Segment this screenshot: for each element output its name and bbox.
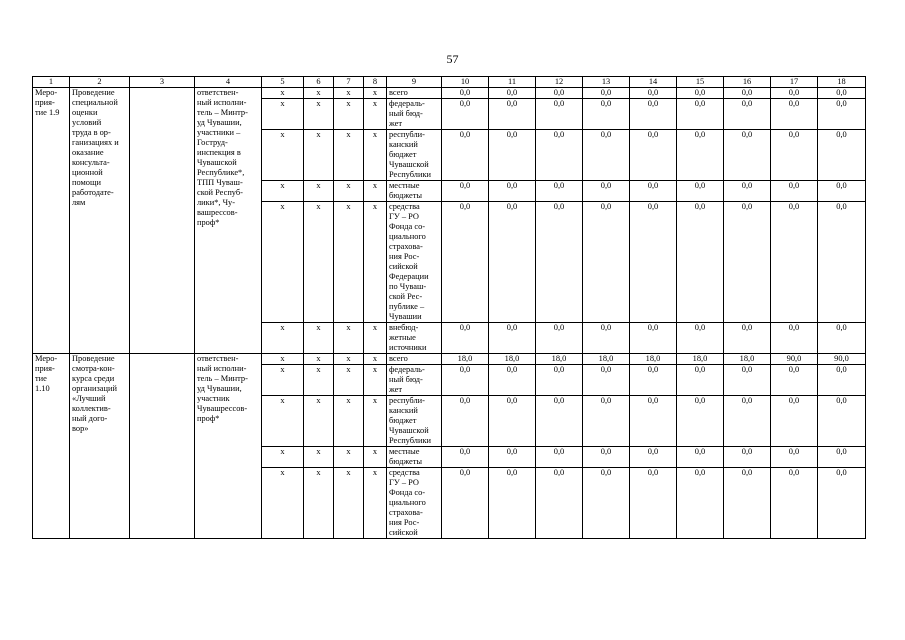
header-cell: 15 — [677, 77, 724, 88]
funding-table — [32, 76, 866, 539]
value-cell: 0,0 — [771, 130, 818, 181]
value-cell: 18,0 — [583, 354, 630, 365]
value-cell: 0,0 — [818, 468, 866, 539]
code-cell: x — [262, 181, 304, 202]
funding-source: всего — [387, 88, 442, 99]
value-cell: 0,0 — [724, 202, 771, 323]
value-cell: 0,0 — [771, 323, 818, 354]
value-cell: 0,0 — [536, 365, 583, 396]
funding-source: средства ГУ – РО Фонда со- циального страхова- ния Рос- сийской — [387, 468, 442, 539]
value-cell: 0,0 — [442, 88, 489, 99]
value-cell: 0,0 — [442, 202, 489, 323]
header-cell: 3 — [130, 77, 195, 88]
value-cell: 0,0 — [724, 99, 771, 130]
code-cell: x — [364, 468, 387, 539]
header-cell: 6 — [304, 77, 334, 88]
code-cell: x — [334, 447, 364, 468]
measure-responsible: ответствен- ный исполни- тель – Минтр- уд Чувашии, участник Чувашрессов- проф* — [195, 354, 262, 539]
table-row — [33, 354, 866, 365]
code-cell: x — [334, 99, 364, 130]
value-cell: 0,0 — [536, 99, 583, 130]
value-cell: 18,0 — [630, 354, 677, 365]
code-cell: x — [364, 88, 387, 99]
value-cell: 0,0 — [442, 99, 489, 130]
value-cell: 0,0 — [630, 447, 677, 468]
funding-source: местные бюджеты — [387, 447, 442, 468]
value-cell: 0,0 — [724, 130, 771, 181]
value-cell: 0,0 — [442, 468, 489, 539]
value-cell: 0,0 — [677, 323, 724, 354]
value-cell: 0,0 — [583, 130, 630, 181]
value-cell: 0,0 — [818, 181, 866, 202]
code-cell: x — [304, 88, 334, 99]
value-cell: 18,0 — [677, 354, 724, 365]
code-cell: x — [334, 354, 364, 365]
value-cell: 0,0 — [771, 468, 818, 539]
value-cell: 0,0 — [677, 99, 724, 130]
value-cell: 0,0 — [677, 365, 724, 396]
value-cell: 0,0 — [536, 88, 583, 99]
header-cell: 18 — [818, 77, 866, 88]
value-cell: 0,0 — [818, 447, 866, 468]
value-cell: 0,0 — [630, 468, 677, 539]
value-cell: 0,0 — [536, 323, 583, 354]
measure-name: Проведение специальной оценки условий труда в ор- ганизациях и оказание консульта- ционной помощи работодате- лям — [70, 88, 130, 354]
measure-id: Меро- прия- тие 1.10 — [33, 354, 70, 539]
code-cell: x — [364, 202, 387, 323]
value-cell: 0,0 — [771, 99, 818, 130]
table-row — [33, 88, 866, 99]
value-cell: 0,0 — [536, 130, 583, 181]
code-cell: x — [304, 396, 334, 447]
value-cell: 0,0 — [724, 468, 771, 539]
code-cell: x — [262, 396, 304, 447]
measure-col3 — [130, 354, 195, 539]
code-cell: x — [334, 468, 364, 539]
header-cell: 14 — [630, 77, 677, 88]
value-cell: 0,0 — [583, 323, 630, 354]
value-cell: 0,0 — [630, 130, 677, 181]
code-cell: x — [262, 88, 304, 99]
value-cell: 0,0 — [724, 365, 771, 396]
value-cell: 0,0 — [489, 99, 536, 130]
code-cell: x — [334, 181, 364, 202]
header-cell: 16 — [724, 77, 771, 88]
value-cell: 0,0 — [583, 365, 630, 396]
value-cell: 0,0 — [583, 181, 630, 202]
code-cell: x — [304, 130, 334, 181]
code-cell: x — [364, 181, 387, 202]
header-cell: 13 — [583, 77, 630, 88]
value-cell: 0,0 — [489, 323, 536, 354]
value-cell: 0,0 — [630, 99, 677, 130]
value-cell: 0,0 — [489, 396, 536, 447]
value-cell: 0,0 — [724, 323, 771, 354]
value-cell: 0,0 — [583, 396, 630, 447]
code-cell: x — [304, 365, 334, 396]
measure-col3 — [130, 88, 195, 354]
value-cell: 0,0 — [536, 396, 583, 447]
value-cell: 90,0 — [818, 354, 866, 365]
header-cell: 11 — [489, 77, 536, 88]
value-cell: 0,0 — [677, 468, 724, 539]
value-cell: 0,0 — [583, 447, 630, 468]
funding-source: местные бюджеты — [387, 181, 442, 202]
code-cell: x — [334, 88, 364, 99]
funding-source: всего — [387, 354, 442, 365]
value-cell: 0,0 — [771, 181, 818, 202]
code-cell: x — [304, 354, 334, 365]
value-cell: 0,0 — [818, 99, 866, 130]
value-cell: 0,0 — [536, 447, 583, 468]
value-cell: 0,0 — [442, 365, 489, 396]
code-cell: x — [262, 99, 304, 130]
funding-source: федераль- ный бюд- жет — [387, 365, 442, 396]
code-cell: x — [364, 323, 387, 354]
value-cell: 0,0 — [677, 202, 724, 323]
value-cell: 0,0 — [771, 88, 818, 99]
value-cell: 18,0 — [724, 354, 771, 365]
page-number: 57 — [446, 52, 459, 66]
value-cell: 0,0 — [489, 88, 536, 99]
value-cell: 0,0 — [677, 447, 724, 468]
value-cell: 0,0 — [818, 88, 866, 99]
value-cell: 0,0 — [724, 181, 771, 202]
value-cell: 0,0 — [489, 202, 536, 323]
code-cell: x — [304, 99, 334, 130]
value-cell: 0,0 — [630, 396, 677, 447]
code-cell: x — [334, 202, 364, 323]
value-cell: 0,0 — [583, 202, 630, 323]
header-cell: 12 — [536, 77, 583, 88]
header-cell: 8 — [364, 77, 387, 88]
code-cell: x — [364, 354, 387, 365]
code-cell: x — [334, 130, 364, 181]
value-cell: 0,0 — [771, 202, 818, 323]
value-cell: 0,0 — [818, 396, 866, 447]
header-cell: 1 — [33, 77, 70, 88]
code-cell: x — [262, 447, 304, 468]
measure-responsible: ответствен- ный исполни- тель – Минтр- уд Чувашии, участники – Гоструд- инспекция в Чувашской Республике*, ТПП Чуваш- ской Респуб- лики*, Чу- вашрессов- проф* — [195, 88, 262, 354]
measure-name: Проведение смотра-кон- курса среди организаций «Лучший коллектив- ный дого- вор» — [70, 354, 130, 539]
value-cell: 0,0 — [583, 99, 630, 130]
value-cell: 0,0 — [583, 88, 630, 99]
code-cell: x — [262, 365, 304, 396]
value-cell: 18,0 — [536, 354, 583, 365]
code-cell: x — [262, 202, 304, 323]
value-cell: 18,0 — [489, 354, 536, 365]
value-cell: 90,0 — [771, 354, 818, 365]
value-cell: 18,0 — [442, 354, 489, 365]
value-cell: 0,0 — [677, 396, 724, 447]
value-cell: 0,0 — [724, 396, 771, 447]
value-cell: 0,0 — [724, 88, 771, 99]
header-cell: 2 — [70, 77, 130, 88]
value-cell: 0,0 — [677, 181, 724, 202]
code-cell: x — [364, 130, 387, 181]
code-cell: x — [334, 365, 364, 396]
header-row — [33, 77, 866, 88]
code-cell: x — [364, 396, 387, 447]
funding-source: федераль- ный бюд- жет — [387, 99, 442, 130]
code-cell: x — [364, 99, 387, 130]
funding-source: средства ГУ – РО Фонда со- циального страхова- ния Рос- сийской Федерации по Чуваш- ской Рес- публике – Чувашии — [387, 202, 442, 323]
code-cell: x — [304, 202, 334, 323]
code-cell: x — [334, 323, 364, 354]
value-cell: 0,0 — [724, 447, 771, 468]
value-cell: 0,0 — [583, 468, 630, 539]
code-cell: x — [304, 181, 334, 202]
value-cell: 0,0 — [489, 365, 536, 396]
value-cell: 0,0 — [818, 202, 866, 323]
value-cell: 0,0 — [489, 447, 536, 468]
value-cell: 0,0 — [630, 365, 677, 396]
value-cell: 0,0 — [771, 447, 818, 468]
value-cell: 0,0 — [630, 88, 677, 99]
value-cell: 0,0 — [536, 181, 583, 202]
code-cell: x — [304, 323, 334, 354]
code-cell: x — [364, 365, 387, 396]
code-cell: x — [304, 447, 334, 468]
value-cell: 0,0 — [818, 323, 866, 354]
header-cell: 10 — [442, 77, 489, 88]
value-cell: 0,0 — [630, 202, 677, 323]
code-cell: x — [334, 396, 364, 447]
header-cell: 4 — [195, 77, 262, 88]
value-cell: 0,0 — [442, 181, 489, 202]
code-cell: x — [262, 130, 304, 181]
measure-id: Меро- прия- тие 1.9 — [33, 88, 70, 354]
value-cell: 0,0 — [630, 323, 677, 354]
header-cell: 5 — [262, 77, 304, 88]
funding-source: республи- канский бюджет Чувашской Республики — [387, 130, 442, 181]
code-cell: x — [262, 354, 304, 365]
header-cell: 9 — [387, 77, 442, 88]
value-cell: 0,0 — [536, 202, 583, 323]
value-cell: 0,0 — [442, 130, 489, 181]
value-cell: 0,0 — [489, 468, 536, 539]
value-cell: 0,0 — [677, 130, 724, 181]
header-cell: 17 — [771, 77, 818, 88]
value-cell: 0,0 — [489, 130, 536, 181]
header-cell: 7 — [334, 77, 364, 88]
value-cell: 0,0 — [442, 396, 489, 447]
funding-source: республи- канский бюджет Чувашской Республики — [387, 396, 442, 447]
code-cell: x — [262, 323, 304, 354]
value-cell: 0,0 — [442, 323, 489, 354]
value-cell: 0,0 — [771, 365, 818, 396]
code-cell: x — [304, 468, 334, 539]
code-cell: x — [262, 468, 304, 539]
value-cell: 0,0 — [771, 396, 818, 447]
code-cell: x — [364, 447, 387, 468]
value-cell: 0,0 — [630, 181, 677, 202]
value-cell: 0,0 — [536, 468, 583, 539]
value-cell: 0,0 — [442, 447, 489, 468]
value-cell: 0,0 — [818, 365, 866, 396]
value-cell: 0,0 — [677, 88, 724, 99]
value-cell: 0,0 — [489, 181, 536, 202]
value-cell: 0,0 — [818, 130, 866, 181]
funding-source: внебюд- жетные источники — [387, 323, 442, 354]
